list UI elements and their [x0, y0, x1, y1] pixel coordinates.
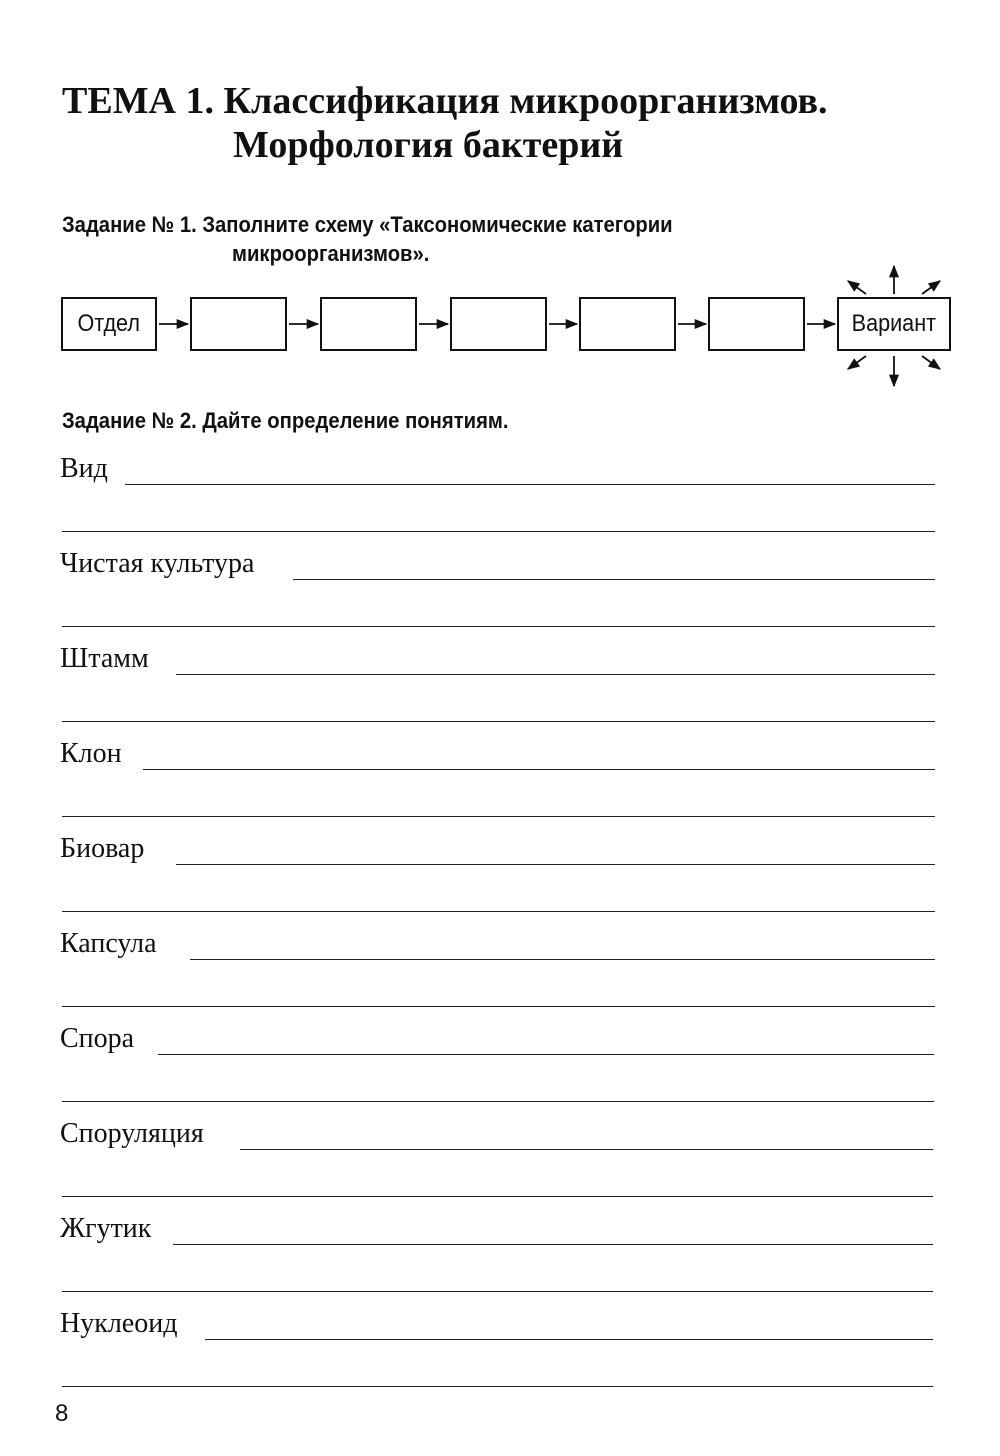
answer-line-spore-2[interactable] — [62, 1101, 934, 1102]
term-label-biovar: Биовар — [60, 833, 145, 864]
page-title-line-2: Морфология бактерий — [233, 124, 624, 166]
taxonomy-box-division — [61, 297, 157, 351]
term-label-flagellum: Жгутик — [60, 1213, 152, 1244]
taxonomy-box-empty-3[interactable] — [450, 297, 547, 351]
term-row-spore — [0, 1025, 1000, 1120]
term-label-clone: Клон — [60, 738, 122, 769]
answer-line-strain-2[interactable] — [62, 721, 935, 722]
taxonomy-diagram-arrows — [0, 0, 1000, 420]
term-label-capsule: Капсула — [60, 928, 157, 959]
answer-line-species-1[interactable] — [125, 484, 935, 485]
task-1-heading: Задание № 1. Заполните схему «Таксономические категории — [62, 212, 673, 237]
answer-line-spore-1[interactable] — [158, 1054, 934, 1055]
page-number: 8 — [55, 1400, 69, 1427]
answer-line-flagellum-2[interactable] — [62, 1291, 933, 1292]
answer-line-species-2[interactable] — [62, 531, 935, 532]
answer-line-capsule-1[interactable] — [190, 959, 935, 960]
answer-line-sporulation-1[interactable] — [240, 1149, 933, 1150]
answer-line-nucleoid-1[interactable] — [205, 1339, 933, 1340]
term-row-pure-culture — [0, 550, 1000, 645]
answer-line-clone-1[interactable] — [143, 769, 935, 770]
term-label-pure-culture: Чистая культура — [60, 548, 255, 579]
task-1-heading-continuation: микроорганизмов». — [232, 241, 430, 266]
answer-line-sporulation-2[interactable] — [62, 1196, 933, 1197]
term-row-species — [0, 455, 1000, 550]
taxonomy-box-variant-label: Вариант — [851, 310, 937, 337]
taxonomy-box-empty-2[interactable] — [320, 297, 417, 351]
term-row-flagellum — [0, 1215, 1000, 1310]
term-row-nucleoid — [0, 1310, 1000, 1405]
term-label-strain: Штамм — [60, 643, 149, 674]
taxonomy-box-division-label: Отдел — [77, 310, 141, 337]
answer-line-flagellum-1[interactable] — [173, 1244, 933, 1245]
answer-line-biovar-1[interactable] — [176, 864, 935, 865]
task-2-heading: Задание № 2. Дайте определение понятиям. — [62, 408, 509, 433]
term-row-clone — [0, 740, 1000, 835]
taxonomy-box-variant — [837, 297, 951, 351]
term-label-sporulation: Споруляция — [60, 1118, 204, 1149]
answer-line-strain-1[interactable] — [176, 674, 935, 675]
term-row-capsule — [0, 930, 1000, 1025]
term-label-nucleoid: Нуклеоид — [60, 1308, 178, 1339]
taxonomy-box-empty-5[interactable] — [708, 297, 805, 351]
answer-line-biovar-2[interactable] — [62, 911, 935, 912]
answer-line-capsule-2[interactable] — [62, 1006, 935, 1007]
term-label-spore: Спора — [60, 1023, 135, 1054]
term-row-biovar — [0, 835, 1000, 930]
term-row-sporulation — [0, 1120, 1000, 1215]
term-label-species: Вид — [60, 453, 108, 484]
taxonomy-box-empty-4[interactable] — [579, 297, 676, 351]
answer-line-pure-culture-1[interactable] — [293, 579, 935, 580]
answer-line-nucleoid-2[interactable] — [62, 1386, 933, 1387]
answer-line-clone-2[interactable] — [62, 816, 935, 817]
term-row-strain — [0, 645, 1000, 740]
taxonomy-box-empty-1[interactable] — [190, 297, 287, 351]
answer-line-pure-culture-2[interactable] — [62, 626, 935, 627]
page-title-line-1: ТЕМА 1. Классификация микроорганизмов. — [62, 80, 828, 122]
